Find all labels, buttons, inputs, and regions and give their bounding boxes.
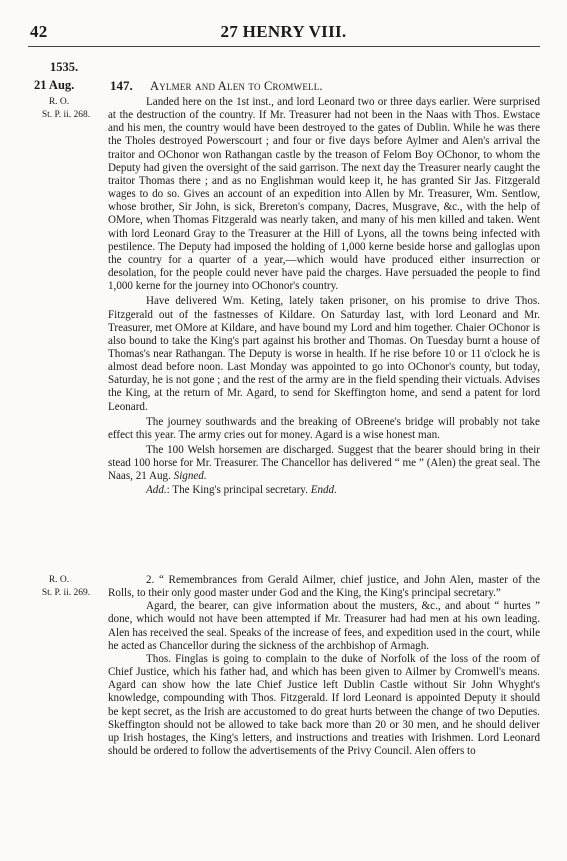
entry-body [108,96,540,497]
entry-date: 21 Aug. [34,78,75,92]
entry-2-paragraph: 2. “ Remembrances from Gerald Ailmer, chief justice, and John Alen, master of the Rolls, to their only good master under God and the King, the King's principal secretary.” [108,574,540,600]
entry-title: Aylmer and Alen to Cromwell. [150,79,323,93]
entry-2-body [108,574,540,758]
margin-source-state-papers: St. P. ii. 268. [41,110,91,120]
add-text: : The King's principal secretary. [166,483,308,496]
entry-paragraph-with-signature [108,444,540,483]
margin-source-record-2: R. O. [48,575,70,585]
header-rule [28,46,540,47]
add-label: Add. [146,483,167,496]
endorsement: Endd. [310,483,337,496]
page-number: 42 [30,22,48,41]
entry-paragraph: Landed here on the 1st inst., and lord Leonard two or three days earlier. Were surprised at the destruction of the country. If Mr. Treasurer had not been in the Naas with Thos. Ewstace and his men, the country would have been destroyed to the gates of Dublin. While he was there the Tholes destroyed Powerscourt ; and four or five days before Aylmer and Alen's arrival the traitor and OChonor won Rathangan castle by the treason of Felom Boy OChonor, to whom the Deputy had given the oversight of the said garrison. The next day the Treasurer nearly caught the traitor Thomas there ; and as no Englishman would keep it, he has granted Sir Jas. Fitzgerald wages to do so. Gives an account of an expedition into Allen by Mr. Treasurer, Wm. Sentlow, whose brother, Sir John, is sick, Brereton's company, Dacres, Musgrave, &c., with the help of OMore, when Thomas Fitzgerald was nearly taken, and many of his men killed and taken. Went with lord Leonard Gray to the Treasurer at the Hill of Lyons, all the towns being infected with pestilence. The Deputy had imposed the holding of 1,000 kerne beside horse and galloglas upon the country for a quarter of a year,—which would have produced either insurrection or desolation, for the people could never have paid the charges. Have persuaded the people to find 1,000 kerne for the journey into OChonor's country. [108,96,540,293]
entry-paragraph: The 100 Welsh horsemen are discharged. Suggest that the bearer should bring in their stead 100 horse for Mr. Treasurer. The Chancellor has delivered “ me ” (Alen) the great seal. The Naas, 21 Aug. [108,444,540,483]
entry-2-paragraph: Agard, the bearer, can give information about the musters, &c., and about “ hurtes ” done, which would not have been attempted if Mr. Treasurer had had men at his own leading. Alen has received the seal. Speaks of the increase of fees, and expedition used in the court, while he acted as Chancellor during the sickness of the archbishop of Armagh. [108,600,540,652]
entry-year: 1535. [50,60,79,74]
entry-2-paragraph: Thos. Finglas is going to complain to the duke of Norfolk of the loss of the room of Chief Justice, which his father had, and which has been given to Ailmer by Cromwell's means. Agard can show how the late Chief Justice left Dublin Castle without Sir John Whyght's knowledge, compounding with Thos. Fitzgerald. If lord Leonard is appointed Deputy it should be kept secret, as the Irish are accustomed to do great hurts between the change of two Deputies. Skeffington should not be allowed to take back more than 20 or 30 men, and he should deliver up Irish hostages, the King's letters, and instructions and treaties with Irishmen. Lord Leonard should be ordered to follow the advertisements of the Privy Council. Alen offers to [108,652,540,758]
margin-source-record: R. O. [48,97,70,107]
signed-note: Signed. [173,470,207,483]
entry-paragraph: The journey southwards and the breaking of OBreene's bridge will probably not take effect this year. The army cries out for money. Agard is a wise honest man. [108,415,540,441]
running-title: 27 HENRY VIII. [220,22,347,41]
margin-source-state-papers-2: St. P. ii. 269. [41,588,91,598]
entry-paragraph: Have delivered Wm. Keting, lately taken prisoner, on his promise to drive Thos. Fitzgerald out of the fastnesses of Kildare. On Saturday last, with lord Leonard and Mr. Treasurer, met OMore at Kildare, and have bound my Lord and him together. Chaier OChonor is also bound to take the King's part against his brother and Thomas. On Tuesday burnt a house of Thomas's near Rathangan. The Deputy is worse in health. If he rise before 10 or 11 o'clock he is almost dead before noon. Last Monday was appointed to go into OChonor's county, but today, Saturday, he is not gone ; and the rest of the army are in the field spending their victuals. Advises the King, at the return of Mr. Agard, to send for Skeffington home, and send a patent for lord Leonard. [108,295,540,413]
entry-number: 147. [110,78,133,93]
address-line [108,484,540,497]
